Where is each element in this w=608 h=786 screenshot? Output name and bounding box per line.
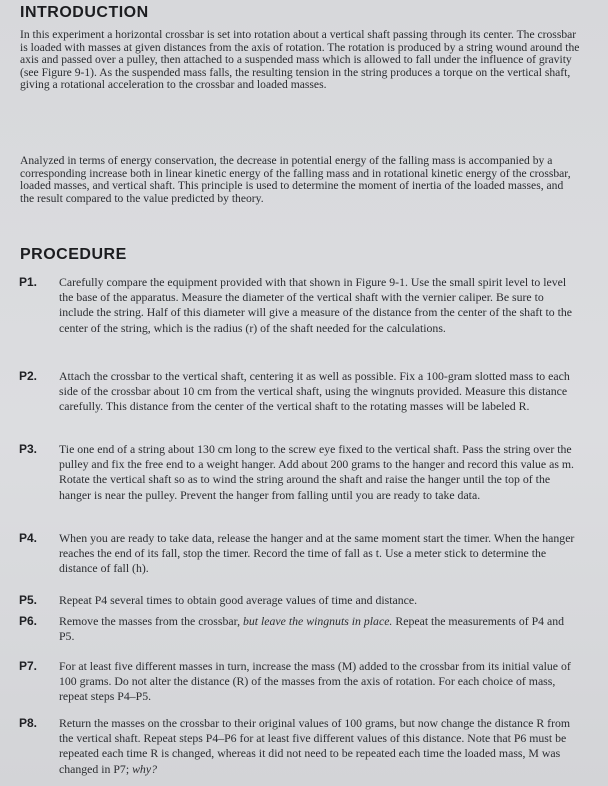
procedure-step-p4	[19, 531, 581, 577]
step-text-part: Remove the masses from the crossbar,	[59, 614, 243, 628]
step-text-part: Return the masses on the crossbar to their original values of 100 grams, but now change the distance R from the vertical shaft. Repeat steps P4–P6 for at least five different values of this distance. Note that P6 must be repeated each time R is changed, whereas it did not need to be repeated each time the loaded mass, M was changed in P7;	[59, 716, 571, 776]
step-text	[59, 614, 581, 644]
step-label: P7.	[19, 659, 38, 673]
step-text-part: Repeat the measurements of P4 and P5.	[59, 614, 565, 644]
step-text: When you are ready to take data, release the hanger and at the same moment start the timer. When the hanger reaches the end of its fall, stop the timer. Record the time of fall as t. Use a meter stick to determine the distance of fall (h).	[59, 531, 575, 576]
step-text: Attach the crossbar to the vertical shaft, centering it as well as possible. Fix a 100-gram slotted mass to each side of the crossbar about 10 cm from the vertical shaft, using the wingnuts provided. Measure this distance carefully. This distance from the center of the vertical shaft to the rotating masses will be labeled R.	[59, 369, 570, 414]
procedure-step-p8	[19, 716, 581, 777]
step-text: Carefully compare the equipment provided with that shown in Figure 9-1. Use the small spirit level to level the base of the apparatus. Measure the diameter of the vertical shaft with the vernier caliper. Be sure to include the string. Half of this diameter will give a measure of the distance from the center of the shaft to the center of the string, which is the radius (r) of the shaft needed for the calculations.	[59, 275, 572, 335]
step-text	[59, 716, 581, 777]
step-label: P6.	[19, 614, 38, 628]
step-text-italic: but leave the wingnuts in place.	[242, 614, 393, 628]
introduction-paragraph-1: In this experiment a horizontal crossbar is set into rotation about a vertical shaft passing through its center. The crossbar is loaded with masses at given distances from the axis of rotation. The rotation is produced by a string wound around the axis and passed over a pulley, then attached to a suspended mass which is allowed to fall under the influence of gravity (see Figure 9-1). As the suspended mass falls, the resulting tension in the string produces a torque on the vertical shaft, giving a rotational acceleration to the crossbar and loaded masses.	[20, 28, 580, 92]
introduction-heading: INTRODUCTION	[20, 4, 149, 21]
procedure-step-p5	[19, 593, 581, 608]
step-label: P2.	[19, 369, 38, 383]
procedure-step-p6	[19, 614, 581, 644]
step-label: P1.	[19, 275, 38, 289]
procedure-step-p1	[19, 275, 581, 336]
procedure-step-p7	[19, 659, 581, 705]
step-label: P4.	[19, 531, 38, 545]
step-label: P3.	[19, 442, 38, 456]
step-text: Tie one end of a string about 130 cm long to the screw eye fixed to the vertical shaft. Pass the string over the pulley and fix the free end to a weight hanger. Add about 200 grams to the hanger and record this value as m. Rotate the vertical shaft so as to wind the string around the shaft and raise the hanger until the top of the hanger is near the pulley. Prevent the hanger from falling until you are ready to take data.	[59, 442, 574, 502]
procedure-step-p3	[19, 442, 581, 503]
procedure-step-p2	[19, 369, 581, 415]
procedure-heading: PROCEDURE	[20, 246, 127, 263]
introduction-paragraph-2: Analyzed in terms of energy conservation, the decrease in potential energy of the falling mass is accompanied by a corresponding increase both in linear kinetic energy of the falling mass and in rotational kinetic energy of the crossbar, loaded masses, and vertical shaft. This principle is used to determine the moment of inertia of the loaded masses, and the result compared to the value predicted by theory.	[20, 154, 571, 205]
step-text: For at least five different masses in turn, increase the mass (M) added to the crossbar from its initial value of 100 grams. Do not alter the distance (R) of the masses from the axis of rotation. For each choice of mass, repeat steps P4–P5.	[59, 659, 571, 704]
step-text: Repeat P4 several times to obtain good average values of time and distance.	[59, 593, 418, 607]
step-text-italic: why?	[132, 761, 157, 776]
step-label: P5.	[19, 593, 38, 607]
step-label: P8.	[19, 716, 38, 730]
